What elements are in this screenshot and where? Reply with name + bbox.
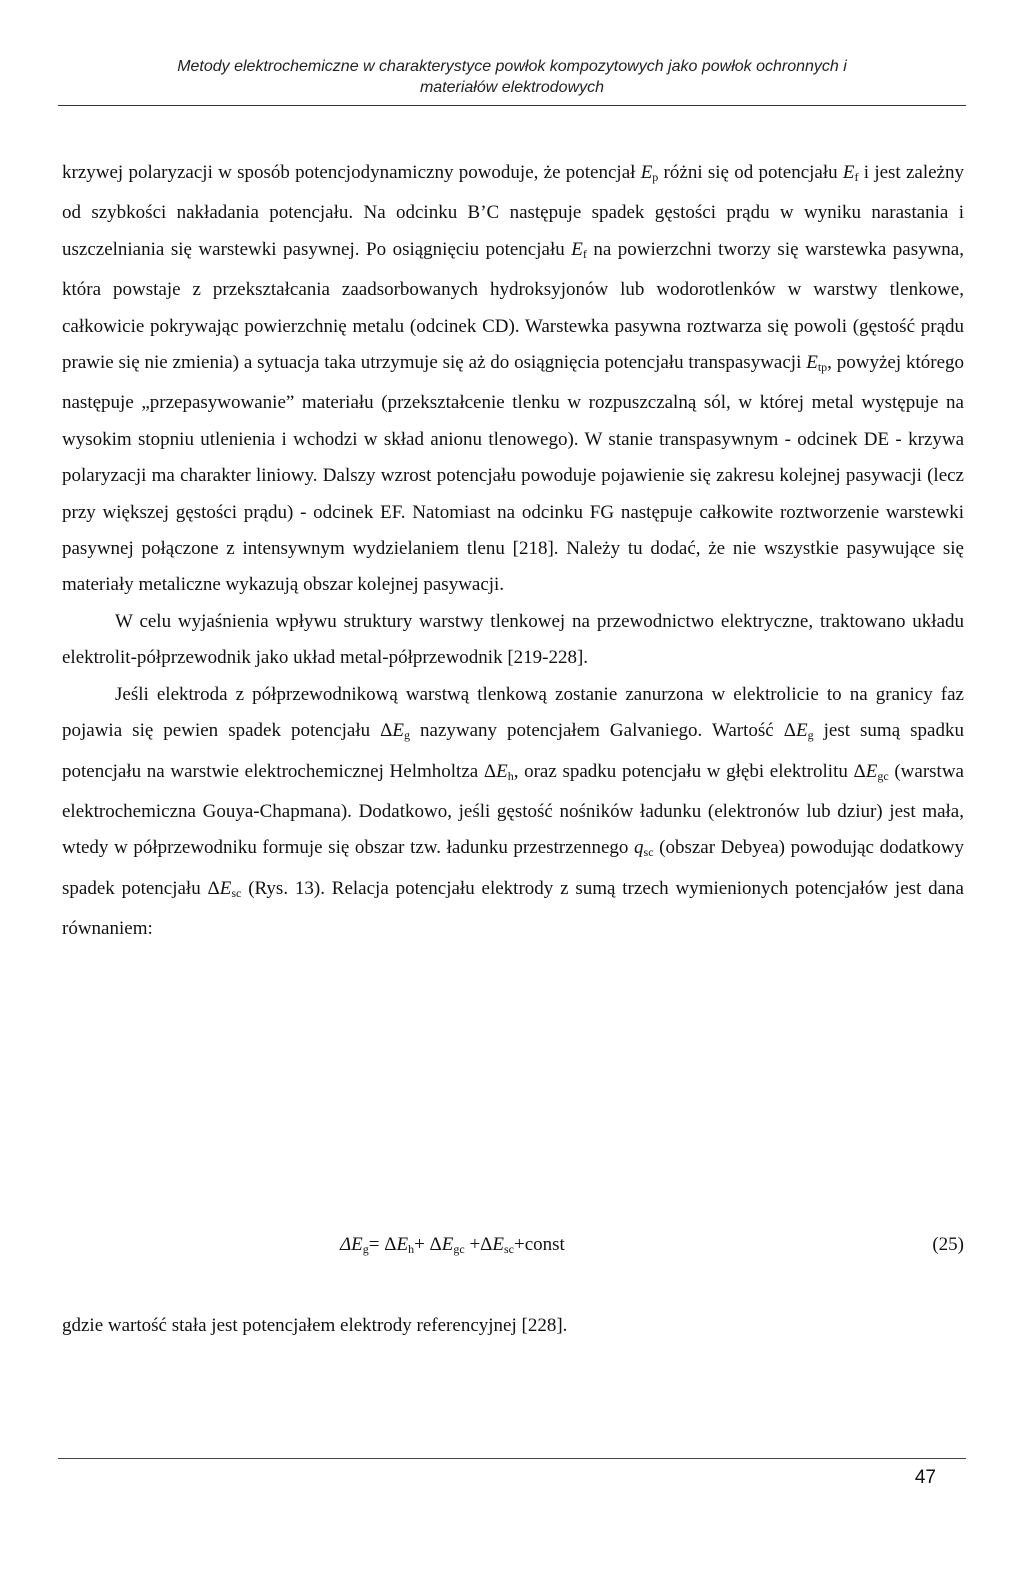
text-run: i jest zależny od szybkości nakładania potencjału. Na odcinku B’C następuje spadek gęstości prądu w wyniku narastania i uszczelniania się warstewki pasywnej. Po osiągnięciu potencjału	[62, 162, 964, 260]
equation-25	[62, 1227, 964, 1263]
running-header-line-1: Metody elektrochemiczne w charakterystyce powłok kompozytowych jako powłok ochronnych i	[177, 58, 847, 75]
symbol: E	[492, 1234, 504, 1255]
subscript: sc	[643, 845, 654, 860]
text-run: (Rys. 13). Relacja potencjału elektrody z sumą trzech wymienionych potencjałów jest dana równaniem:	[62, 877, 964, 940]
subscript: g	[403, 728, 410, 743]
symbol: E	[640, 162, 653, 183]
subscript: h	[507, 768, 514, 783]
subscript: h	[408, 1242, 415, 1256]
symbol: E	[842, 162, 855, 183]
subscript: f	[854, 170, 859, 184]
symbol: E	[219, 877, 232, 899]
page-number: 47	[914, 1467, 936, 1488]
paragraph-reference-electrode: gdzie wartość stała jest potencjałem elektrody referencyjnej [228].	[62, 1315, 568, 1336]
symbol: E	[351, 1234, 363, 1255]
running-header	[60, 56, 964, 98]
text-run: , powyżej którego następuje „przepasywowanie” materiału (przekształcenie tlenku w rozpuszczalną sól, w której metal występuje na wysokim stopniu utlenienia i wchodzi w skład anionu tlenowego). W stanie transpasywnym - odcinek DE - krzywa polaryzacji ma charakter liniowy. Dalszy wzrost potencjału powoduje pojawienie się zakresu kolejnej pasywacji (lecz przy większej gęstości prądu) - odcinek EF. Natomiast na odcinku FG następuje całkowite roztworzenie warstewki pasywnej połączone z intensywnym wydzielaniem tlenu [218]. Należy tu dodać, że nie wszystkie pasywujące się materiały metaliczne wykazują obszar kolejnej pasywacji.	[62, 352, 965, 596]
text-run: na powierzchni tworzy się warstewka pasywna, która powstaje z przekształcania zaadsorbowanych hydroksyjonów lub wodorotlenków w warstwy tlenkowe, całkowicie pokrywając powierzchnię metalu (odcinek CD). Warstewka pasywna roztwarza się powoli (gęstość prądu prawie się nie zmienia) a sytuacja taka utrzymuje się aż do osiągnięcia potencjału transpasywacji	[62, 238, 964, 374]
text-run: nazywany potencjałem Galvaniego. Wartość Δ	[409, 720, 796, 742]
text-run: (obszar Debyea) powodując dodatkowy spadek potencjału Δ	[62, 837, 964, 899]
text-run: (warstwa elektrochemiczna Gouya-Chapmana). Dodatkowo, jeśli gęstość nośników ładunku (elektronów lub dziur) jest mała, wtedy w półprzewodniku formuje się obszar tzw. ładunku przestrzennego	[62, 760, 964, 859]
subscript: gc	[877, 768, 889, 783]
subscript: sc	[231, 885, 242, 900]
text-run: różni się od potencjału	[658, 162, 843, 183]
text-run: , oraz spadku potencjału w głębi elektrolitu Δ	[513, 760, 866, 782]
subscript: tp	[817, 360, 828, 375]
symbol: E	[806, 352, 818, 374]
symbol: E	[392, 720, 404, 742]
subscript: g	[807, 728, 814, 743]
subscript: p	[652, 170, 659, 184]
subscript: g	[362, 1242, 369, 1256]
subscript: gc	[453, 1242, 465, 1256]
symbol: E	[795, 720, 808, 742]
equation-tail: +const	[513, 1234, 565, 1255]
subscript: f	[582, 246, 587, 261]
subscript: sc	[503, 1242, 514, 1256]
symbol: q	[634, 837, 644, 859]
body-text	[62, 155, 964, 948]
symbol: E	[441, 1234, 454, 1255]
symbol: E	[496, 760, 508, 782]
footer-rule	[58, 1458, 966, 1459]
equation-body	[340, 1227, 565, 1267]
paragraph-galvani-potential	[62, 677, 964, 948]
paragraph-semiconductor-model: W celu wyjaśnienia wpływu struktury warstwy tlenkowej na przewodnictwo elektryczne, traktowano układu elektrolit-półprzewodnik jako układ metal-półprzewodnik [219-228].	[62, 610, 964, 669]
symbol: E	[571, 238, 583, 260]
running-header-line-2: materiałów elektrodowych	[419, 79, 605, 96]
paragraph-passivation	[62, 155, 964, 604]
symbol: E	[396, 1234, 409, 1255]
equation-number: (25)	[932, 1234, 964, 1255]
text-run: Jeśli elektroda z półprzewodnikową warstwą tlenkową zostanie zanurzona w elektrolicie to na granicy faz pojawia się pewien spadek potencjału Δ	[62, 683, 964, 742]
text-run: krzywej polaryzacji w sposób potencjodynamiczny powoduje, że potencjał	[62, 162, 641, 183]
delta: Δ	[340, 1234, 352, 1255]
operator: + Δ	[414, 1234, 442, 1255]
header-rule	[58, 105, 966, 106]
symbol: E	[865, 760, 878, 782]
operator: = Δ	[368, 1234, 397, 1255]
operator: +Δ	[464, 1234, 493, 1255]
text-run: jest sumą spadku potencjału na warstwie elektrochemicznej Helmholtza Δ	[62, 720, 964, 782]
